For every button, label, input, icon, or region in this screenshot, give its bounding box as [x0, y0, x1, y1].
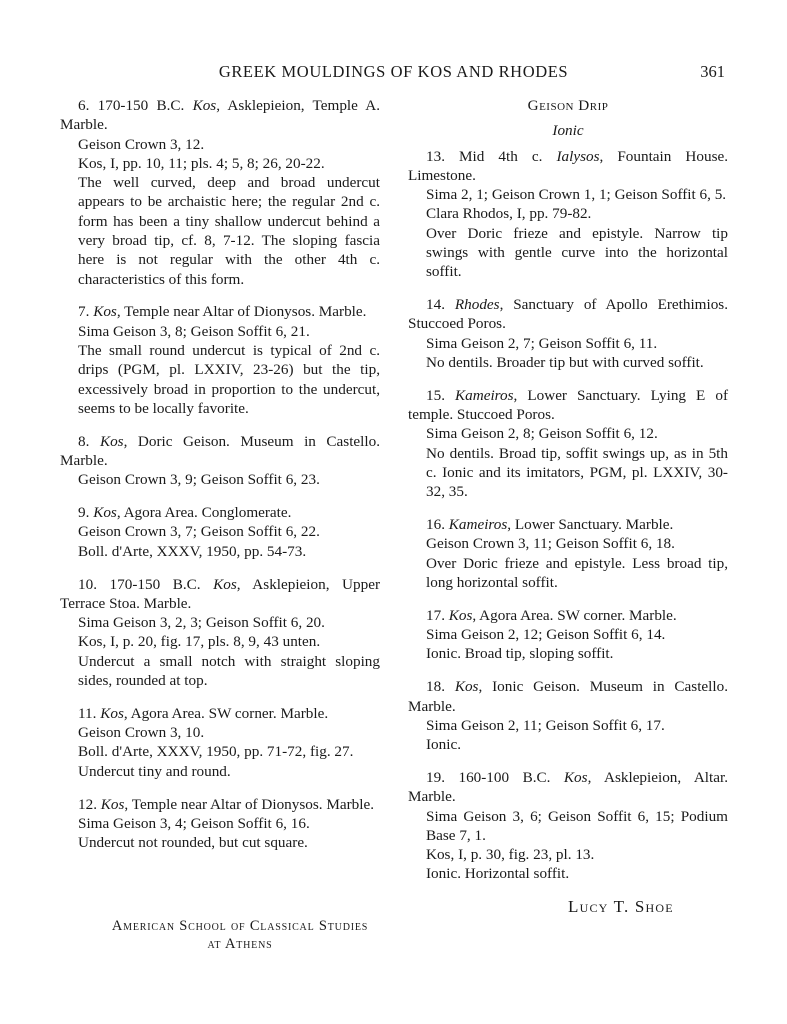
entry-date: Mid 4th c. [459, 147, 543, 165]
catalog-entry-9 [60, 503, 380, 561]
affiliation-line: American School of Classical Studies [111, 918, 369, 934]
catalog-entry-15 [408, 386, 728, 502]
page-number: 361 [700, 62, 725, 81]
entry-date: 160-100 [458, 768, 510, 786]
entry-number: 16. [426, 516, 445, 534]
entry-site: Ialysos [556, 147, 600, 165]
entry-references: Geison Crown 3, 12. [78, 135, 205, 153]
entry-number: 7. [78, 303, 90, 321]
entry-site: Kos [192, 97, 217, 114]
entry-location: , Temple near Altar of Dionysos. Marble. [124, 795, 375, 813]
entry-location: , Sanctuary of Apollo Erethimios. Stuccoed Poros. [408, 296, 729, 333]
entry-location: , Ionic Geison. Museum in Castello. Marble. [408, 678, 729, 715]
entry-bibliography: Kos, I, p. 30, fig. 23, pl. 13. [426, 846, 595, 864]
author-affiliation [70, 917, 410, 953]
entry-location: , Fountain House. Limestone. [408, 147, 729, 184]
entry-site: Kos [454, 678, 479, 696]
running-header [0, 62, 787, 86]
entry-number: 13. [426, 147, 445, 165]
entry-site: Kos [563, 768, 588, 786]
entry-location: , Doric Geison. Museum in Castello. Marble. [60, 432, 381, 470]
catalog-entry-11 [60, 704, 380, 781]
entry-number: 9. [78, 504, 90, 522]
entry-note: The small round undercut is typical of 2nd c. drips (PGM, pl. LXXIV, 23-26) but the tip, excessively broad in proportion to the undercut, seems to be locally favorite. [78, 342, 380, 417]
entry-note: Undercut not rounded, but cut square. [78, 834, 308, 852]
entry-number: 15. [426, 386, 445, 404]
entry-references: Geison Crown 3, 10. [78, 724, 205, 742]
right-column [408, 96, 728, 897]
entry-site: Kos [99, 432, 124, 450]
catalog-entry-14 [408, 295, 728, 372]
entry-bibliography: Boll. d'Arte, XXXV, 1950, pp. 54-73. [78, 542, 307, 560]
entry-site: Kos [93, 303, 117, 321]
entry-era: B.C. [156, 97, 185, 114]
left-column [60, 96, 380, 866]
catalog-entry-19 [408, 768, 728, 884]
entry-location: , Temple near Altar of Dionysos. Marble. [116, 303, 367, 321]
entry-site: Kameiros [448, 516, 508, 534]
entry-bibliography: Boll. d'Arte, XXXV, 1950, pp. 71-72, fig. 27. [78, 743, 354, 761]
entry-site: Kos [448, 606, 473, 624]
entry-note: No dentils. Broader tip but with curved soffit. [426, 354, 704, 372]
catalog-entry-6 [60, 96, 380, 289]
entry-number: 19. [426, 768, 445, 786]
entry-number: 8. [78, 432, 90, 450]
entry-number: 11. [78, 704, 97, 722]
catalog-entry-10 [60, 575, 380, 691]
entry-number: 17. [426, 606, 445, 624]
entry-bibliography: Kos, I, p. 20, fig. 17, pls. 8, 9, 43 unten. [78, 633, 321, 651]
section-heading: Geison Drip [527, 97, 609, 114]
entry-location: , Asklepieion, Altar. Marble. [408, 768, 728, 806]
entry-note: No dentils. Broad tip, soffit swings up, as in 5th c. Ionic and its imitators, PGM, pl. LXXIV, 30-32, 35. [426, 444, 728, 501]
entry-date: 170-150 [97, 97, 149, 114]
entry-note: Undercut a small notch with straight sloping sides, rounded at top. [78, 652, 380, 690]
entry-site: Kos [100, 704, 124, 722]
entry-location: , Agora Area. Conglomerate. [116, 504, 292, 522]
entry-era: B.C. [522, 768, 551, 786]
entry-references: Geison Crown 3, 7; Geison Soffit 6, 22. [78, 523, 320, 541]
entry-references: Sima Geison 3, 8; Geison Soffit 6, 21. [78, 322, 310, 340]
entry-references: Sima Geison 3, 2, 3; Geison Soffit 6, 20. [78, 614, 325, 632]
entry-note: Ionic. Horizontal soffit. [426, 865, 570, 883]
entry-note: Undercut tiny and round. [78, 762, 231, 780]
entry-note: The well curved, deep and broad undercut appears to be archaistic here; the regular 2nd c. form has been a tiny shallow undercut behind a very broad tip, cf. 8, 7-12. The sloping fascia here is not regular with the other 4th c. characteristics of this form. [78, 174, 380, 288]
entry-site: Kos [100, 795, 125, 813]
entry-number: 18. [426, 678, 445, 696]
catalog-entry-12 [60, 795, 380, 853]
entry-references: Sima Geison 3, 6; Geison Soffit 6, 15; Podium Base 7, 1. [426, 807, 728, 844]
catalog-entry-8 [60, 432, 380, 490]
entry-location: , Asklepieion, Upper Terrace Stoa. Marble. [60, 575, 381, 612]
entry-references: Sima Geison 2, 11; Geison Soffit 6, 17. [426, 716, 665, 734]
entry-number: 6. [78, 97, 90, 114]
entry-note: Over Doric frieze and epistyle. Less broad tip, long horizontal soffit. [426, 554, 728, 592]
entry-number: 12. [78, 795, 97, 813]
entry-note: Ionic. [426, 736, 462, 754]
entry-site: Kos [213, 575, 237, 593]
entry-location: , Lower Sanctuary. Marble. [507, 516, 674, 534]
entry-location: , Lower Sanctuary. Lying E of temple. Stuccoed Poros. [408, 386, 729, 424]
entry-date: 170-150 [109, 575, 161, 593]
entry-site: Kos [93, 504, 117, 522]
entry-site: Rhodes [454, 296, 500, 314]
entry-bibliography: Clara Rhodos, I, pp. 79-82. [426, 205, 592, 223]
catalog-entry-7 [60, 302, 380, 418]
catalog-entry-13 [408, 147, 728, 282]
catalog-entry-16 [408, 515, 728, 592]
entry-number: 14. [426, 296, 445, 314]
catalog-entry-17 [408, 606, 728, 664]
entry-location: , Agora Area. SW corner. Marble. [123, 704, 329, 722]
entry-references: Sima 2, 1; Geison Crown 1, 1; Geison Soffit 6, 5. [426, 186, 727, 204]
running-title: GREEK MOULDINGS OF KOS AND RHODES [218, 62, 569, 81]
entry-era: B.C. [172, 575, 201, 593]
entry-references: Geison Crown 3, 11; Geison Soffit 6, 18. [426, 535, 675, 553]
entry-site: Kameiros [455, 386, 514, 404]
entry-number: 10. [78, 575, 97, 593]
catalog-entry-18 [408, 677, 728, 754]
entry-references: Geison Crown 3, 9; Geison Soffit 6, 23. [78, 471, 320, 489]
entry-location: , Agora Area. SW corner. Marble. [472, 606, 677, 624]
entry-note: Over Doric frieze and epistyle. Narrow tip swings with gentle curve into the horizontal soffit. [426, 224, 728, 281]
author-signature: Lucy T. Shoe [568, 897, 674, 916]
entry-bibliography: Kos, I, pp. 10, 11; pls. 4; 5, 8; 26, 20-22. [78, 154, 325, 172]
entry-references: Sima Geison 3, 4; Geison Soffit 6, 16. [78, 814, 310, 832]
affiliation-line: at Athens [207, 936, 273, 952]
entry-references: Sima Geison 2, 12; Geison Soffit 6, 14. [426, 626, 666, 644]
entry-note: Ionic. Broad tip, sloping soffit. [426, 645, 614, 663]
entry-references: Sima Geison 2, 7; Geison Soffit 6, 11. [426, 334, 658, 352]
subsection-heading: Ionic [552, 122, 584, 140]
entry-location: , Asklepieion, Temple A. Marble. [60, 97, 381, 134]
entry-references: Sima Geison 2, 8; Geison Soffit 6, 12. [426, 425, 658, 443]
